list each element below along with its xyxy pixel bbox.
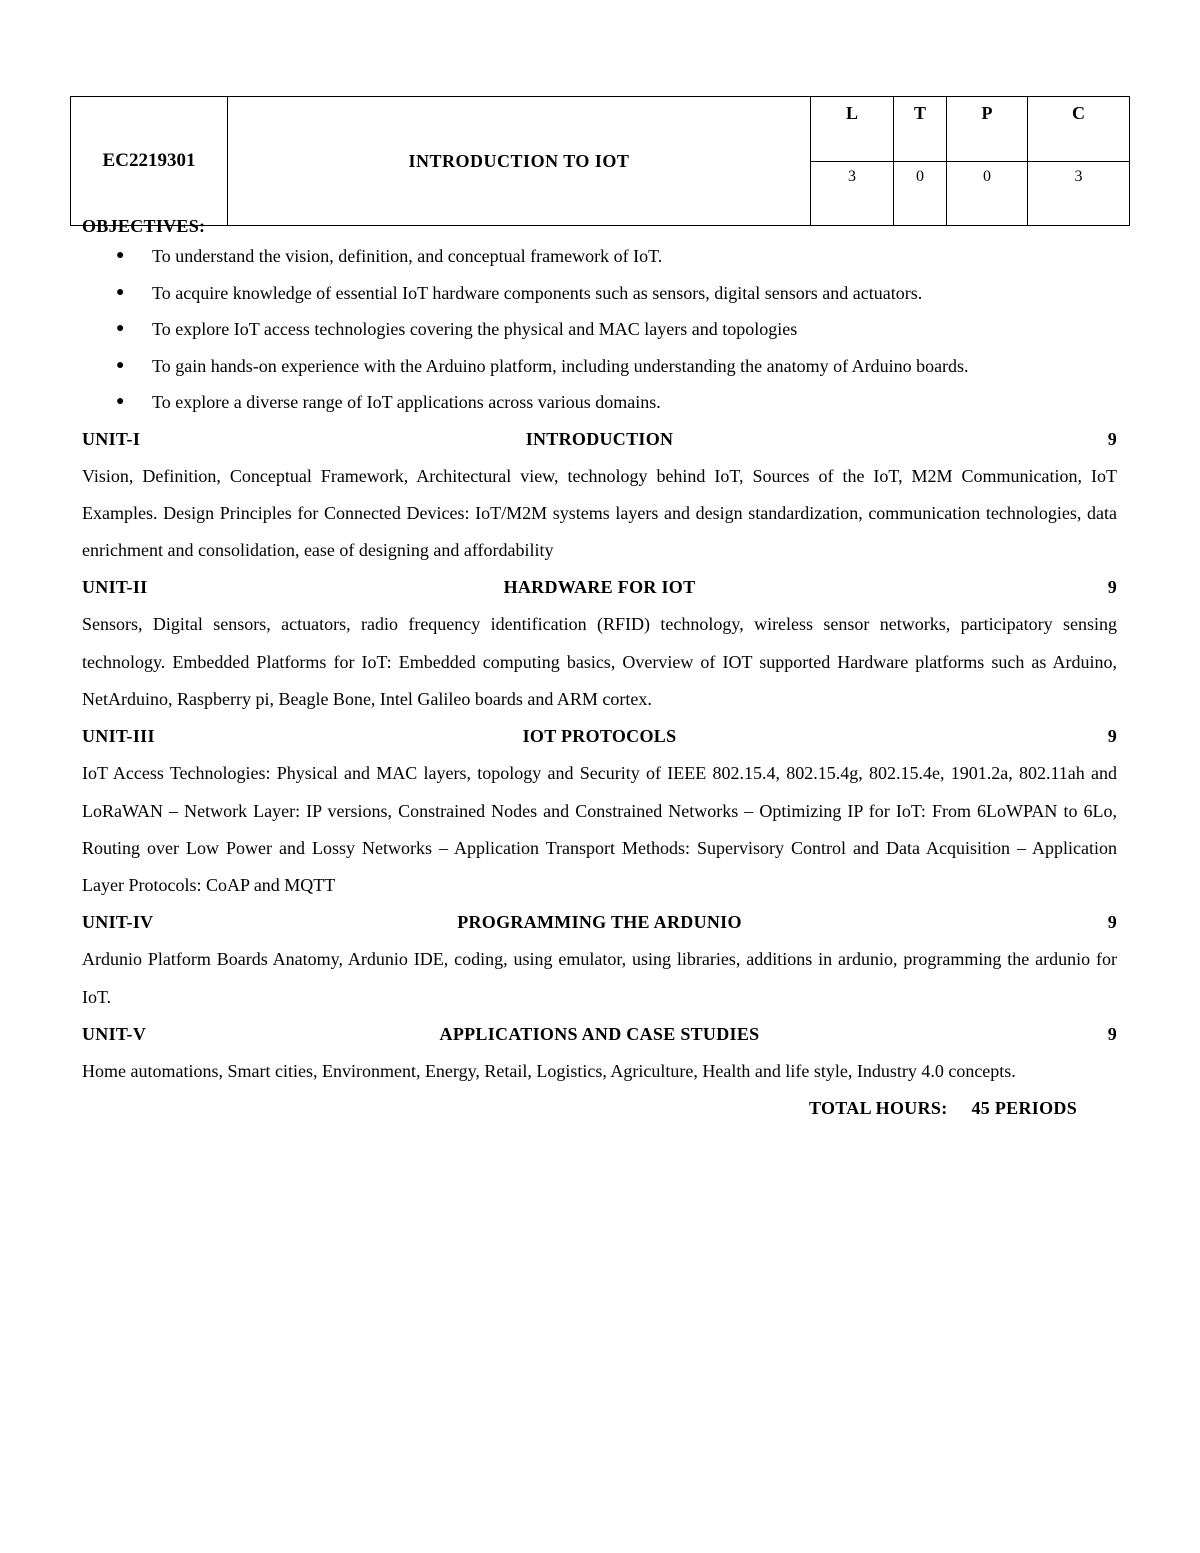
ltpc-value-p: 0 — [947, 162, 1028, 226]
unit-label: UNIT-II — [82, 577, 148, 598]
unit-5 — [82, 1016, 1117, 1090]
unit-3 — [82, 718, 1117, 904]
unit-title: IOT PROTOCOLS — [522, 726, 677, 747]
unit-label: UNIT-III — [82, 726, 155, 747]
ltpc-header-c: C — [1028, 97, 1130, 162]
unit-hours: 9 — [1107, 428, 1117, 449]
unit-content: Sensors, Digital sensors, actuators, radio frequency identification (RFID) technology, wireless sensor networks, participatory sensing technology. Embedded Platforms for IoT: Embedded computing basics, Overview of IOT supported Hardware platforms such as Arduino, NetArduino, Raspberry pi, Beagle Bone, Intel Galileo boards and ARM cortex. — [82, 614, 1117, 709]
ltpc-header-l: L — [811, 97, 894, 162]
bullet-icon: ● — [116, 248, 125, 263]
unit-title: PROGRAMMING THE ARDUNIO — [457, 912, 742, 933]
unit-heading — [82, 718, 1117, 755]
unit-title: INTRODUCTION — [525, 428, 674, 449]
bullet-icon: ● — [116, 284, 125, 300]
unit-heading — [82, 421, 1117, 458]
course-header-table — [70, 96, 1130, 226]
ltpc-value-l: 3 — [811, 162, 894, 226]
objectives-heading: OBJECTIVES: — [82, 216, 206, 236]
unit-hours: 9 — [1107, 726, 1117, 747]
total-hours-value: 45 PERIODS — [971, 1098, 1077, 1119]
objective-item: ● To explore IoT access technologies covering the physical and MAC layers and topologies — [82, 311, 1117, 348]
bullet-icon: ● — [116, 394, 125, 409]
unit-label: UNIT-V — [82, 1024, 147, 1045]
ltpc-header-t: T — [894, 97, 947, 162]
unit-hours: 9 — [1107, 912, 1117, 933]
unit-title: HARDWARE FOR IOT — [503, 577, 696, 598]
unit-4 — [82, 904, 1117, 1016]
unit-hours: 9 — [1107, 577, 1117, 598]
course-title: INTRODUCTION TO IOT — [228, 97, 811, 226]
objectives-list — [82, 238, 1117, 421]
unit-2 — [82, 569, 1117, 718]
unit-hours: 9 — [1107, 1024, 1117, 1045]
course-code: EC2219301 — [71, 97, 228, 226]
ltpc-value-t: 0 — [894, 162, 947, 226]
objective-item: ● To acquire knowledge of essential IoT hardware components such as sensors, digital sensors and actuators. — [82, 275, 1117, 312]
total-hours-label: TOTAL HOURS: — [809, 1098, 948, 1119]
unit-heading — [82, 1016, 1117, 1053]
unit-content: Vision, Definition, Conceptual Framework, Architectural view, technology behind IoT, Sources of the IoT, M2M Communication, IoT Examples. Design Principles for Connected Devices: IoT/M2M systems layers and design standardization, communication technologies, data enrichment and consolidation, ease of designing and affordability — [82, 465, 1117, 561]
unit-heading — [82, 904, 1117, 941]
objective-item: ● To explore a diverse range of IoT applications across various domains. — [82, 384, 1117, 421]
syllabus-content — [82, 214, 1117, 1127]
ltpc-value-c: 3 — [1028, 162, 1130, 226]
ltpc-header-p: P — [947, 97, 1028, 162]
unit-content: Ardunio Platform Boards Anatomy, Ardunio IDE, coding, using emulator, using libraries, additions in ardunio, programming the ardunio for IoT. — [82, 949, 1117, 1007]
unit-label: UNIT-IV — [82, 912, 154, 933]
total-hours — [82, 1090, 1117, 1127]
unit-1 — [82, 421, 1117, 570]
unit-heading — [82, 569, 1117, 606]
bullet-icon: ● — [116, 321, 125, 336]
unit-content: IoT Access Technologies: Physical and MAC layers, topology and Security of IEEE 802.15.4, 802.15.4g, 802.15.4e, 1901.2a, 802.11ah and LoRaWAN – Network Layer: IP versions, Constrained Nodes and Constrained Networks – Optimizing IP for IoT: From 6LoWPAN to 6Lo, Routing over Low Power and Lossy Networks – Application Transport Methods: Supervisory Control and Data Acquisition – Application Layer Protocols: CoAP and MQTT — [82, 763, 1117, 896]
bullet-icon: ● — [116, 357, 125, 373]
unit-title: APPLICATIONS AND CASE STUDIES — [439, 1024, 760, 1045]
unit-content: Home automations, Smart cities, Environment, Energy, Retail, Logistics, Agriculture, Health and life style, Industry 4.0 concepts. — [82, 1061, 1016, 1082]
objective-item: ● To understand the vision, definition, and conceptual framework of IoT. — [82, 238, 1117, 275]
objective-item: ● To gain hands-on experience with the Arduino platform, including understanding the anatomy of Arduino boards. — [82, 348, 1117, 385]
unit-label: UNIT-I — [82, 428, 141, 449]
